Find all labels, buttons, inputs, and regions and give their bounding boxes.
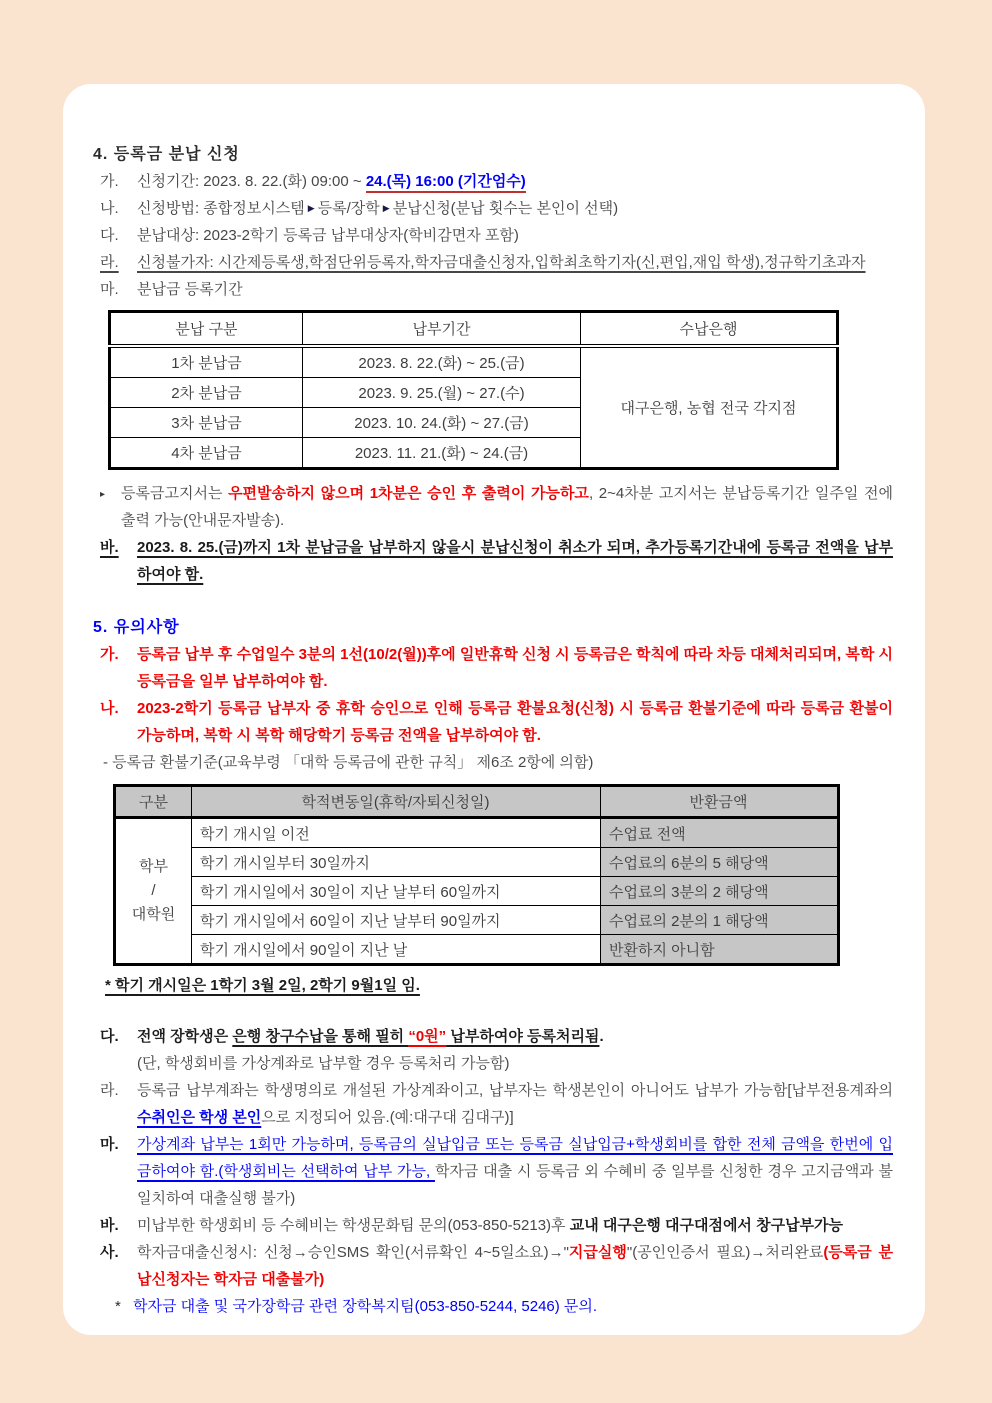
header-refund-amount: 반환금액 xyxy=(601,786,839,818)
cell-refund: 수업료의 6분의 5 해당액 xyxy=(601,848,839,877)
section4-title: 4. 등록금 분납 신청 xyxy=(93,146,240,163)
cell-period: 2023. 10. 24.(화) ~ 27.(금) xyxy=(303,408,581,438)
item-label: 가. xyxy=(100,173,119,190)
bank-branch-emphasis: 교내 대구은행 대구대점에서 창구납부가능 xyxy=(569,1217,844,1234)
account-part1: 등록금 납부계좌는 학생명의로 개설된 가상계좌이고, 납부자는 학생본인이 아니어도 납부가 가능함[납부전용계좌의 xyxy=(137,1082,893,1099)
item-label: 나. xyxy=(100,700,119,717)
scholarship-contact-note xyxy=(115,1293,893,1320)
target-text: 분납대상: 2023-2학기 등록금 납부대상자(학비감면자 포함) xyxy=(137,227,519,244)
cell-period: 2023. 8. 22.(화) ~ 25.(금) xyxy=(303,346,581,378)
table-row xyxy=(115,906,839,935)
cell-installment: 2차 분납금 xyxy=(110,378,303,408)
method-part1: 신청방법: 종합정보시스템 xyxy=(137,200,305,217)
header-bank: 수납은행 xyxy=(581,312,838,347)
right-triangle-icon: ▶ xyxy=(307,203,315,213)
cell-refund: 수업료 전액 xyxy=(601,818,839,848)
application-period-text xyxy=(137,168,893,195)
table-row xyxy=(115,877,839,906)
item-label: 라. xyxy=(100,1082,119,1099)
section4-item-da xyxy=(100,222,893,249)
cell-change-date: 학기 개시일에서 30일이 지난 날부터 60일까지 xyxy=(192,877,601,906)
item-label: 다. xyxy=(100,227,119,244)
contact-text: 학자금 대출 및 국가장학금 관련 장학복지팀(053-850-5244, 5246) 문의. xyxy=(133,1298,598,1315)
item-label: 마. xyxy=(100,281,119,298)
bill-notice xyxy=(100,480,893,534)
rule-part3-underlined: 납부하여야 등록처리됨 xyxy=(446,1028,600,1045)
period-prefix: 신청기간: 2023. 8. 22.(화) 09:00 ~ xyxy=(137,173,366,190)
cell-refund: 수업료의 2분의 1 해당액 xyxy=(601,906,839,935)
section-gap xyxy=(93,588,893,614)
payee-emphasis: 수취인은 학생 본인 xyxy=(137,1109,262,1126)
deadline-emphasis: 24.(목) 16:00 (기간엄수) xyxy=(366,173,526,193)
item-label: 마. xyxy=(100,1136,119,1153)
method-part2: 등록/장학 xyxy=(317,200,380,217)
method-part3: 분납신청(분납 횟수는 본인이 선택) xyxy=(392,200,619,217)
section5-item-na xyxy=(100,695,893,749)
header-installment-type: 분납 구분 xyxy=(110,312,303,347)
header-payment-period: 납부기간 xyxy=(303,312,581,347)
cell-period: 2023. 11. 21.(화) ~ 24.(금) xyxy=(303,438,581,469)
section5-item-da-sub xyxy=(100,1050,893,1077)
cell-change-date: 학기 개시일에서 90일이 지난 날 xyxy=(192,935,601,965)
item-label: 가. xyxy=(100,646,119,663)
item-label: 바. xyxy=(100,539,119,556)
bill-notice-text xyxy=(121,480,893,534)
section4-item-na xyxy=(100,195,893,222)
virtual-account-text xyxy=(137,1077,893,1131)
cell-installment: 4차 분납금 xyxy=(110,438,303,469)
cell-bank: 대구은행, 농협 전국 각지점 xyxy=(581,346,838,469)
item-label: 나. xyxy=(100,200,119,217)
table-row xyxy=(115,848,839,877)
cell-change-date: 학기 개시일 이전 xyxy=(192,818,601,848)
cell-installment: 3차 분납금 xyxy=(110,408,303,438)
cell-period: 2023. 9. 25.(월) ~ 27.(수) xyxy=(303,378,581,408)
section4-item-ga xyxy=(100,168,893,195)
loan-process-text xyxy=(137,1239,893,1293)
cell-change-date: 학기 개시일에서 60일이 지난 날부터 90일까지 xyxy=(192,906,601,935)
loan-restriction-emphasis: (등록금 분납신청자는 학자금 대출불가) xyxy=(137,1244,893,1288)
installment-schedule-table xyxy=(108,310,839,470)
notice-prefix: 등록금고지서는 xyxy=(121,485,229,502)
payment-blue-underlined: 가상계좌 납부는 1회만 가능하며, 등록금의 실납입금 또는 등록금 실납입금+학생회비를 합한 전체 금액을 한번에 입금하여야 함.(학생회비는 선택하여 납부 가능, xyxy=(137,1136,893,1180)
refund-rule-text: 2023-2학기 등록금 납부자 중 휴학 승인으로 인해 등록금 환불요청(신청) 시 등록금 환불기준에 따라 등록금 환불이 가능하며, 복학 시 복학 해당학기 등록금 전액을 납부하여야 함. xyxy=(137,700,893,744)
section4-item-ra xyxy=(100,249,893,276)
table-row xyxy=(115,935,839,965)
cell-change-date: 학기 개시일부터 30일까지 xyxy=(192,848,601,877)
header-change-date: 학적변동일(휴학/자퇴신청일) xyxy=(192,786,601,818)
section5-item-sa xyxy=(100,1239,893,1293)
section5-item-ra xyxy=(100,1077,893,1131)
zero-won-rule-text xyxy=(137,1023,893,1050)
header-category: 구분 xyxy=(115,786,192,818)
notice-suffix: , 2~4차분 고지서는 분납등록기간 일주일 전에 출력 가능(안내문자발송). xyxy=(121,485,893,529)
unpaid-fee-text xyxy=(137,1212,893,1239)
item-label: 다. xyxy=(100,1028,119,1045)
section4-item-ba xyxy=(100,534,893,588)
unpaid-part1: 미납부한 학생회비 등 수혜비는 학생문화팀 문의(053-850-5213)후 xyxy=(137,1217,570,1234)
refund-criteria-table xyxy=(113,784,840,966)
cell-group xyxy=(115,818,192,965)
table-header-row xyxy=(110,312,838,347)
section5-item-ga xyxy=(100,641,893,695)
cell-installment: 1차 분납금 xyxy=(110,346,303,378)
student-fee-note: (단, 학생회비를 가상계좌로 납부할 경우 등록처리 가능함) xyxy=(137,1055,510,1072)
section4-item-ma xyxy=(100,276,893,303)
item-label: 라. xyxy=(100,254,119,271)
cell-refund: 반환하지 아니함 xyxy=(601,935,839,965)
application-method-text xyxy=(137,195,893,222)
bullet-triangle-icon: ▸ xyxy=(100,489,106,500)
loan-part1: 학자금대출신청시: 신청→승인SMS 확인(서류확인 4~5일소요)→" xyxy=(137,1244,569,1261)
rule-period: . xyxy=(599,1028,604,1045)
cancellation-warning-text: 2023. 8. 25.(금)까지 1차 분납금을 납부하지 않을시 분납신청이 취소가 되며, 추가등록기간내에 등록금 전액을 납부하여야 함. xyxy=(137,539,893,583)
zero-won-emphasis: “0원” xyxy=(408,1028,447,1045)
group-line: 학부 xyxy=(139,858,168,875)
item-label: 바. xyxy=(100,1217,119,1234)
rule-part2-underlined: 은행 창구수납을 통해 필히 xyxy=(232,1028,409,1045)
table-row xyxy=(115,818,839,848)
account-part2: 으로 지정되어 있음.(예:대구대 김대구)] xyxy=(261,1109,514,1126)
leave-rule-text: 등록금 납부 후 수업일수 3분의 1선(10/2(월))후에 일반휴학 신청 시 등록금은 학칙에 따라 차등 대체처리되며, 복학 시 등록금을 일부 납부하여야 함. xyxy=(137,646,893,690)
document-card xyxy=(63,84,925,1335)
section5-item-ba xyxy=(100,1212,893,1239)
section5-title: 5. 유의사항 xyxy=(93,619,180,636)
section5-item-da xyxy=(100,1023,893,1050)
ineligible-text: 신청불가자: 시간제등록생,학점단위등록자,학자금대출신청자,입학최초학기자(신,편입,재입 학생),정규학기초과자 xyxy=(137,254,866,271)
group-line: / xyxy=(151,882,156,899)
installment-period-text: 분납금 등록기간 xyxy=(137,281,243,298)
semester-start-note: * 학기 개시일은 1학기 3월 2일, 2학기 9월1일 임. xyxy=(105,977,420,994)
item-label-empty xyxy=(100,1050,137,1077)
table-row xyxy=(110,346,838,378)
notice-red-emphasis: 우편발송하지 않으며 1차분은 승인 후 출력이 가능하고 xyxy=(228,485,589,502)
refund-standard-note: - 등록금 환불기준(교육부령 「대학 등록금에 관한 규칙」 제6조 2항에 의함) xyxy=(103,754,594,771)
gap xyxy=(93,999,893,1023)
item-label: 사. xyxy=(100,1244,119,1261)
payment-gray-part: 학자금 대출 시 등록금 외 수혜비 중 일부를 신청한 경우 고지금액과 불일치하여 대출실행 불가) xyxy=(137,1163,893,1207)
loan-part2: "(공인인증서 필요)→처리완료 xyxy=(626,1244,824,1261)
section5-item-ma xyxy=(100,1131,893,1212)
cell-refund: 수업료의 3분의 2 해당액 xyxy=(601,877,839,906)
asterisk-marker: * xyxy=(115,1298,121,1315)
rule-part1: 전액 장학생은 xyxy=(137,1028,233,1045)
table-header-row xyxy=(115,786,839,818)
group-line: 대학원 xyxy=(131,906,176,923)
right-triangle-icon: ▶ xyxy=(382,203,390,213)
loan-execute-emphasis: 지급실행 xyxy=(568,1244,627,1261)
one-time-payment-text xyxy=(137,1131,893,1212)
